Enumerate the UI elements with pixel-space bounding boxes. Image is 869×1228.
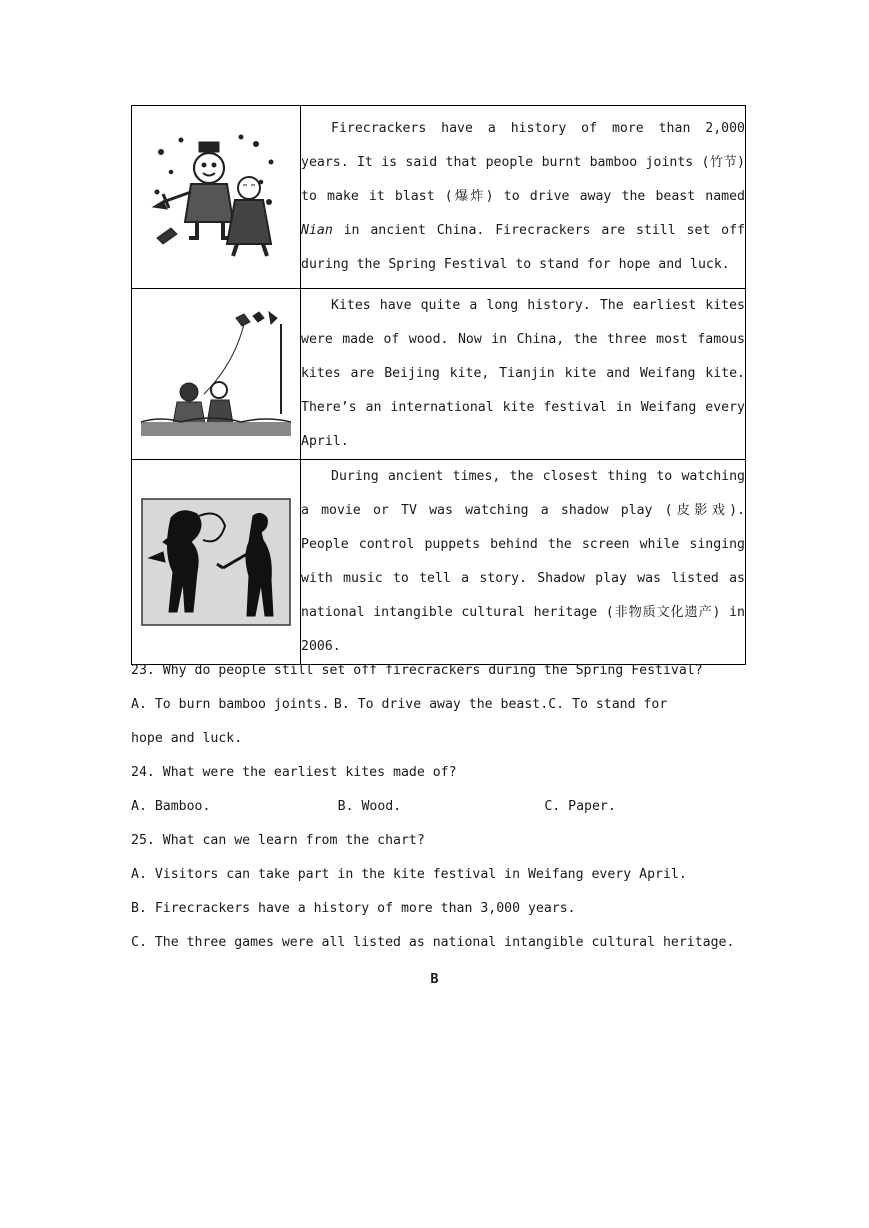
question-24-stem: 24. What were the earliest kites made of? [131,765,457,780]
question-23-options [131,688,751,722]
kites-paragraph: Kites have quite a long history. The earliest kites were made of wood. Now in China, the three most famous kites are Beijing kite, Tianjin kite and Weifang kite. There’s an international kite festival in Weifang every April. [301,289,746,460]
shadow-puppet-illustration [141,498,291,626]
option-23-c: C. To stand for [548,697,668,712]
option-24-b: B. Wood. [337,799,402,814]
option-25-a: A. Visitors can take part in the kite festival in Weifang every April. [131,867,687,882]
question-25-stem: 25. What can we learn from the chart? [131,833,425,848]
shadow-play-paragraph: During ancient times, the closest thing to watching a movie or TV was watching a shadow play (皮影戏). People control puppets behind the screen while singing with music to tell a story. Shadow play was listed as national intangible cultural heritage (非物质文化遗产) in 2006. [301,460,746,665]
question-23-stem: 23. Why do people still set off firecrackers during the Spring Festival? [131,663,703,678]
option-23-c-continuation: hope and luck. [131,731,243,746]
question-24-options [131,790,751,824]
option-23-b: B. To drive away the beast. [333,697,549,712]
table-row-kites [132,289,746,460]
firecracker-people-illustration [151,132,281,262]
option-25-c: C. The three games were all listed as national intangible cultural heritage. [131,935,735,950]
section-label-b: B [430,971,439,987]
table-row-shadow-play [132,460,746,665]
option-23-a: A. To burn bamboo joints. [131,697,330,712]
table-row-firecrackers [132,106,746,289]
option-24-c: C. Paper. [544,799,616,814]
image-cell [132,106,301,289]
image-cell [132,460,301,665]
culture-table [131,105,746,665]
firecracker-paragraph: Firecrackers have a history of more than 2,000 years. It is said that people burnt bamboo joints (竹节) to make it blast (爆炸) to drive away the beast named Nian in ancient China. Firecrackers are still set off during the Spring Festival to stand for hope and luck. [301,106,746,289]
option-24-a: A. Bamboo. [131,799,211,814]
option-25-b: B. Firecrackers have a history of more than 3,000 years. [131,901,576,916]
image-cell [132,289,301,460]
questions-section [131,654,751,960]
kite-flying-illustration [141,310,291,438]
